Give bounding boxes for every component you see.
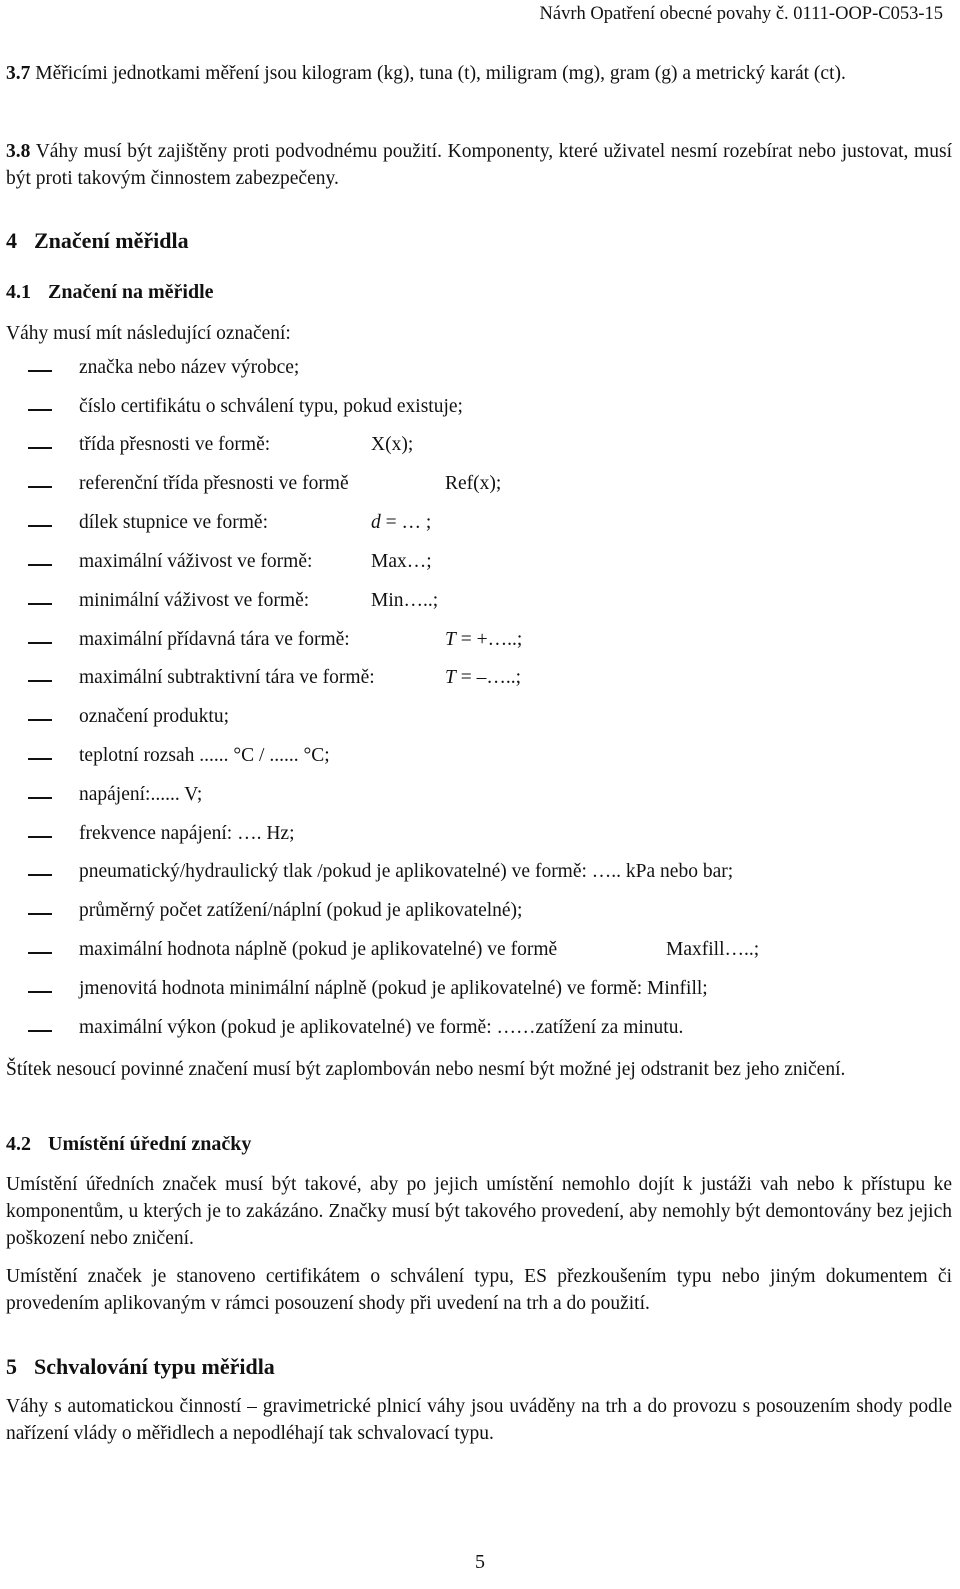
section-number: 4 xyxy=(6,228,17,253)
dash-bullet-icon xyxy=(28,447,52,449)
heading-section-5 xyxy=(6,1354,275,1380)
list-item xyxy=(0,629,960,656)
paragraph-4-2-2: Umístění značek je stanoveno certifikátem o schválení typu, ES přezkoušením typu nebo jiným dokumentem či provedením aplikovaným v rámci posouzení shody při uvedení na trh a do použití. xyxy=(6,1266,952,1314)
page-number: 5 xyxy=(475,1551,485,1573)
list-item-value: Ref(x); xyxy=(445,473,502,494)
section-number: 4.2 xyxy=(6,1133,31,1155)
list-item xyxy=(0,978,960,1005)
list-item xyxy=(0,823,960,850)
list-item-text: dílek stupnice ve formě: xyxy=(79,512,268,533)
dash-bullet-icon xyxy=(28,719,52,721)
list-item xyxy=(0,900,960,927)
list-item-text: značka nebo název výrobce; xyxy=(79,357,300,378)
section-title: Schvalování typu měřidla xyxy=(34,1354,275,1379)
list-item xyxy=(0,590,960,617)
dash-bullet-icon xyxy=(28,642,52,644)
document-header: Návrh Opatření obecné povahy č. 0111-OOP-C053-15 xyxy=(539,4,943,24)
dash-bullet-icon xyxy=(28,564,52,566)
list-item-text: číslo certifikátu o schválení typu, pokud existuje; xyxy=(79,396,463,417)
list-item xyxy=(0,784,960,811)
list-item xyxy=(0,357,960,384)
list-item xyxy=(0,551,960,578)
value-text: = –…..; xyxy=(455,667,522,688)
list-item-text: maximální subtraktivní tára ve formě: xyxy=(79,667,375,688)
dash-bullet-icon xyxy=(28,991,52,993)
dash-bullet-icon xyxy=(28,836,52,838)
dash-bullet-icon xyxy=(28,1030,52,1032)
list-item xyxy=(0,396,960,423)
paragraph-4-2-1: Umístění úředních značek musí být takové, aby po jejich umístění nemohlo dojít k justáži vah nebo k přístupu ke komponentům, u kterých je to zakázáno. Značky musí být takového provedení, aby nemohly být demontovány bez jejich poškození nebo zničení. xyxy=(6,1174,952,1249)
list-item xyxy=(0,512,960,539)
dash-bullet-icon xyxy=(28,874,52,876)
heading-section-4-2 xyxy=(6,1133,251,1156)
section-number: 5 xyxy=(6,1354,17,1379)
section-title: Umístění úřední značky xyxy=(48,1133,252,1155)
value-text: = +…..; xyxy=(455,629,523,650)
list-item-text: maximální váživost ve formě: xyxy=(79,551,313,572)
section-title: Značení měřidla xyxy=(34,228,189,253)
section-number: 3.8 xyxy=(6,141,31,162)
list-item-text: referenční třída přesnosti ve formě xyxy=(79,473,349,494)
dash-bullet-icon xyxy=(28,680,52,682)
dash-bullet-icon xyxy=(28,758,52,760)
list-item-value: X(x); xyxy=(371,434,414,455)
list-intro: Váhy musí mít následující označení: xyxy=(6,323,291,344)
list-item-text: frekvence napájení: …. Hz; xyxy=(79,823,295,844)
dash-bullet-icon xyxy=(28,409,52,411)
section-number: 3.7 xyxy=(6,63,31,84)
list-item-text: teplotní rozsah ...... °C / ...... °C; xyxy=(79,745,330,766)
list-item-text: třída přesnosti ve formě: xyxy=(79,434,271,455)
heading-section-4 xyxy=(6,228,189,254)
list-item-text: maximální hodnota náplně (pokud je aplikovatelné) ve formě xyxy=(79,939,558,960)
list-item-value: Maxfill…..; xyxy=(666,939,760,960)
dash-bullet-icon xyxy=(28,370,52,372)
list-item-text: minimální váživost ve formě: xyxy=(79,590,310,611)
list-item xyxy=(0,706,960,733)
list-item-text: napájení:...... V; xyxy=(79,784,203,805)
list-item-text: maximální přídavná tára ve formě: xyxy=(79,629,350,650)
section-title: Značení na měřidle xyxy=(48,281,214,303)
dash-bullet-icon xyxy=(28,952,52,954)
list-item-text: označení produktu; xyxy=(79,706,229,727)
list-item xyxy=(0,861,960,888)
list-item-value: Max…; xyxy=(371,551,432,572)
list-item-value xyxy=(445,667,521,689)
paragraph-3-8 xyxy=(6,138,952,192)
list-item-text: průměrný počet zatížení/náplní (pokud je aplikovatelné); xyxy=(79,900,523,921)
symbol-variable: T xyxy=(445,629,456,650)
paragraph-5-1: Váhy s automatickou činností – gravimetrické plnicí váhy jsou uváděny na trh a do provozu s posouzením shody podle nařízení vlády o měřidlech a nepodléhají tak schvalovací typu. xyxy=(6,1396,952,1444)
list-item-value: Min…..; xyxy=(371,590,439,611)
list-item xyxy=(0,473,960,500)
list-item xyxy=(0,667,960,694)
list-item-text: jmenovitá hodnota minimální náplně (pokud je aplikovatelné) ve formě: Minfill; xyxy=(79,978,708,999)
list-item-value xyxy=(371,512,431,534)
dash-bullet-icon xyxy=(28,797,52,799)
paragraph-text: Váhy musí být zajištěny proti podvodnému použití. Komponenty, které uživatel nesmí rozebírat nebo justovat, musí být proti takovým činnostem zabezpečeny. xyxy=(6,141,952,189)
dash-bullet-icon xyxy=(28,486,52,488)
marking-closing-paragraph: Štítek nesoucí povinné značení musí být zaplombován nebo nesmí být možné jej odstranit bez jeho zničení. xyxy=(6,1059,846,1080)
symbol-variable: d xyxy=(371,512,381,533)
list-item-text: pneumatický/hydraulický tlak /pokud je aplikovatelné) ve formě: ….. kPa nebo bar; xyxy=(79,861,734,882)
list-item xyxy=(0,745,960,772)
section-number: 4.1 xyxy=(6,281,31,303)
list-item-text: maximální výkon (pokud je aplikovatelné) ve formě: ……zatížení za minutu. xyxy=(79,1017,684,1038)
paragraph-3-7 xyxy=(6,60,952,87)
list-item xyxy=(0,939,960,966)
list-item xyxy=(0,434,960,461)
list-item-value xyxy=(445,629,522,651)
heading-section-4-1 xyxy=(6,281,214,304)
symbol-variable: T xyxy=(445,667,456,688)
list-item xyxy=(0,1017,960,1044)
dash-bullet-icon xyxy=(28,525,52,527)
paragraph-text: Měřicími jednotkami měření jsou kilogram (kg), tuna (t), miligram (mg), gram (g) a metrický karát (ct). xyxy=(30,63,846,84)
dash-bullet-icon xyxy=(28,603,52,605)
dash-bullet-icon xyxy=(28,913,52,915)
value-text: = … ; xyxy=(380,512,432,533)
